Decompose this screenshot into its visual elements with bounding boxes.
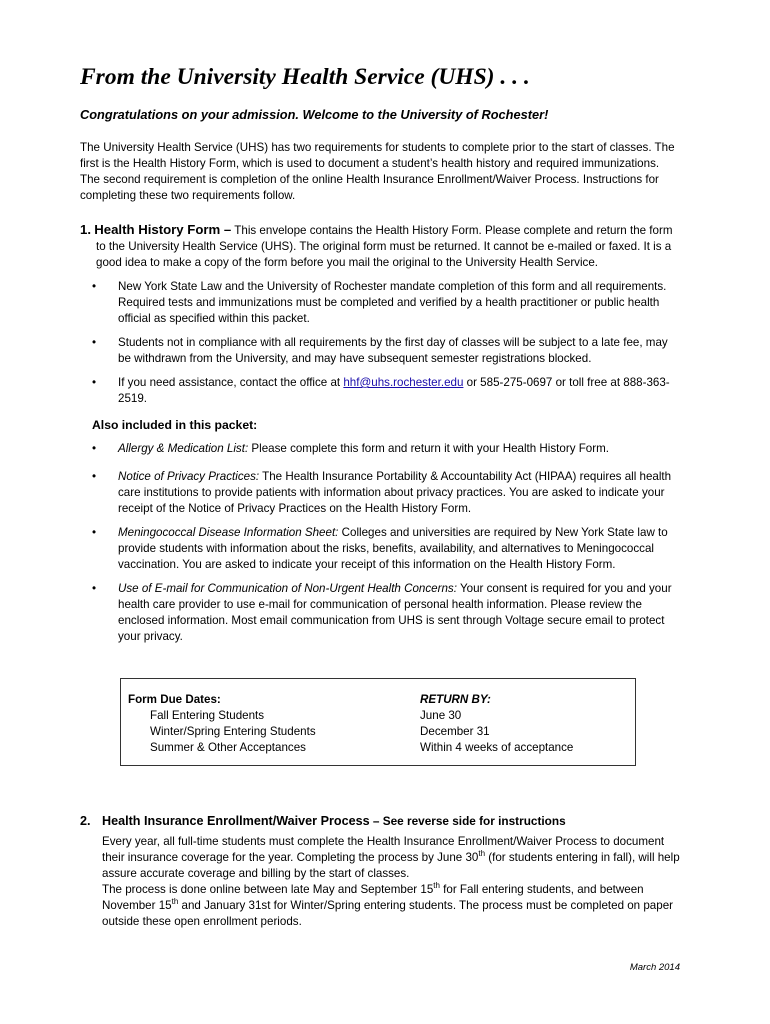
section1-number: 1. <box>80 222 91 237</box>
list-item: • New York State Law and the University of Rochester mandate completion of this form and all requirements. Required tests and immunizations must be completed and verified by a health practitioner or public health official as specified within this packet. <box>92 280 667 325</box>
section1-first-line <box>80 222 680 239</box>
page-title: From the University Health Service (UHS) . . . <box>80 64 530 90</box>
section1-heading: Health History Form – <box>94 222 232 237</box>
bullet-icon: • <box>92 582 97 595</box>
also-included-heading: Also included in this packet: <box>92 418 258 432</box>
list-item: • Allergy & Medication List: Please complete this form and return it with your Health History Form. <box>92 442 609 455</box>
list-item: • If you need assistance, contact the office at hhf@uhs.rochester.edu or 585-275-0697 or toll free at 888-363-2519. <box>92 376 670 405</box>
due-dates-heading: Form Due Dates: <box>128 693 221 706</box>
bullet-icon: • <box>92 376 97 389</box>
bullet-icon: • <box>92 442 97 455</box>
due-dates-box <box>120 678 636 766</box>
list-item: • Students not in compliance with all requirements by the first day of classes will be subject to a late fee, may be withdrawn from the University, and may have subsequent semester registrations blocked. <box>92 336 668 365</box>
section2-number: 2. <box>80 814 91 828</box>
bullet-icon: • <box>92 336 97 349</box>
welcome-subtitle: Congratulations on your admission. Welcome to the University of Rochester! <box>80 107 549 122</box>
due-row-date: Within 4 weeks of acceptance <box>420 741 574 754</box>
due-dates-labels <box>128 692 316 756</box>
section2-heading: Health Insurance Enrollment/Waiver Process <box>102 814 370 828</box>
due-dates-values <box>420 692 573 756</box>
section1-text-rest: to the University Health Service (UHS). The original form must be returned. It cannot be e-mailed or faxed. It is a good idea to make a copy of the form before you mail the original to the University Health Service. <box>96 240 672 269</box>
section2-heading-line <box>80 813 680 829</box>
packet-items-list <box>80 441 680 645</box>
list-item: • Meningococcal Disease Information Sheet: Colleges and universities are required by New York State law to provide students with information about the risks, benefits, availability, and alternatives to Meningococcal vaccination. You are asked to indicate your receipt of this information on the Health History Form. <box>92 526 668 571</box>
due-row-label: Winter/Spring Entering Students <box>150 725 316 738</box>
list-item: • Notice of Privacy Practices: The Health Insurance Portability & Accountability Act (HIPAA) requires all health care institutions to provide patients with information about privacy practices. You are asked to indicate your receipt of the Notice of Privacy Practices on the Health History Form. <box>92 470 672 515</box>
section1-text-first: This envelope contains the Health History Form. Please complete and return the form <box>234 224 673 237</box>
section2-paragraph-2: The process is done online between late May and September 15th for Fall entering students, and between November 15th and January 31st for Winter/Spring entering students. The process must be completed on paper outside these open enrollment periods. <box>102 881 674 928</box>
section2-heading-suffix: – See reverse side for instructions <box>369 814 566 828</box>
section2-paragraph-1: Every year, all full-time students must complete the Health Insurance Enrollment/Waiver Process to document their insurance coverage for the year. Completing the process by June 30th (for students entering in fall), will help assure accurate coverage and billing by the start of classes. <box>102 835 680 880</box>
section-health-history <box>80 222 680 645</box>
return-by-heading: RETURN BY: <box>420 693 491 706</box>
contact-email-link[interactable]: hhf@uhs.rochester.edu <box>343 376 464 389</box>
footer-date: March 2014 <box>629 962 680 973</box>
due-row-label: Fall Entering Students <box>150 709 265 722</box>
intro-paragraph: The University Health Service (UHS) has two requirements for students to complete prior to the start of classes. The first is the Health History Form, which is used to document a student’s health history and required immunizations. The second requirement is completion of the online Health Insurance Enrollment/Waiver Process. Instructions for completing these two requirements follow. <box>80 141 675 202</box>
bullet-icon: • <box>92 470 97 483</box>
requirements-list <box>80 279 680 407</box>
section-health-insurance <box>80 813 680 930</box>
due-row-date: June 30 <box>420 709 462 722</box>
list-item: • Use of E-mail for Communication of Non-Urgent Health Concerns: Your consent is required for you and your health care provider to use e-mail for communication of personal health information. Please review the enclosed information. Most email communication from UHS is sent through Voltage secure email to protect your privacy. <box>92 582 672 643</box>
due-row-label: Summer & Other Acceptances <box>150 741 306 754</box>
due-row-date: December 31 <box>420 725 490 738</box>
bullet-icon: • <box>92 280 97 293</box>
bullet-icon: • <box>92 526 97 539</box>
